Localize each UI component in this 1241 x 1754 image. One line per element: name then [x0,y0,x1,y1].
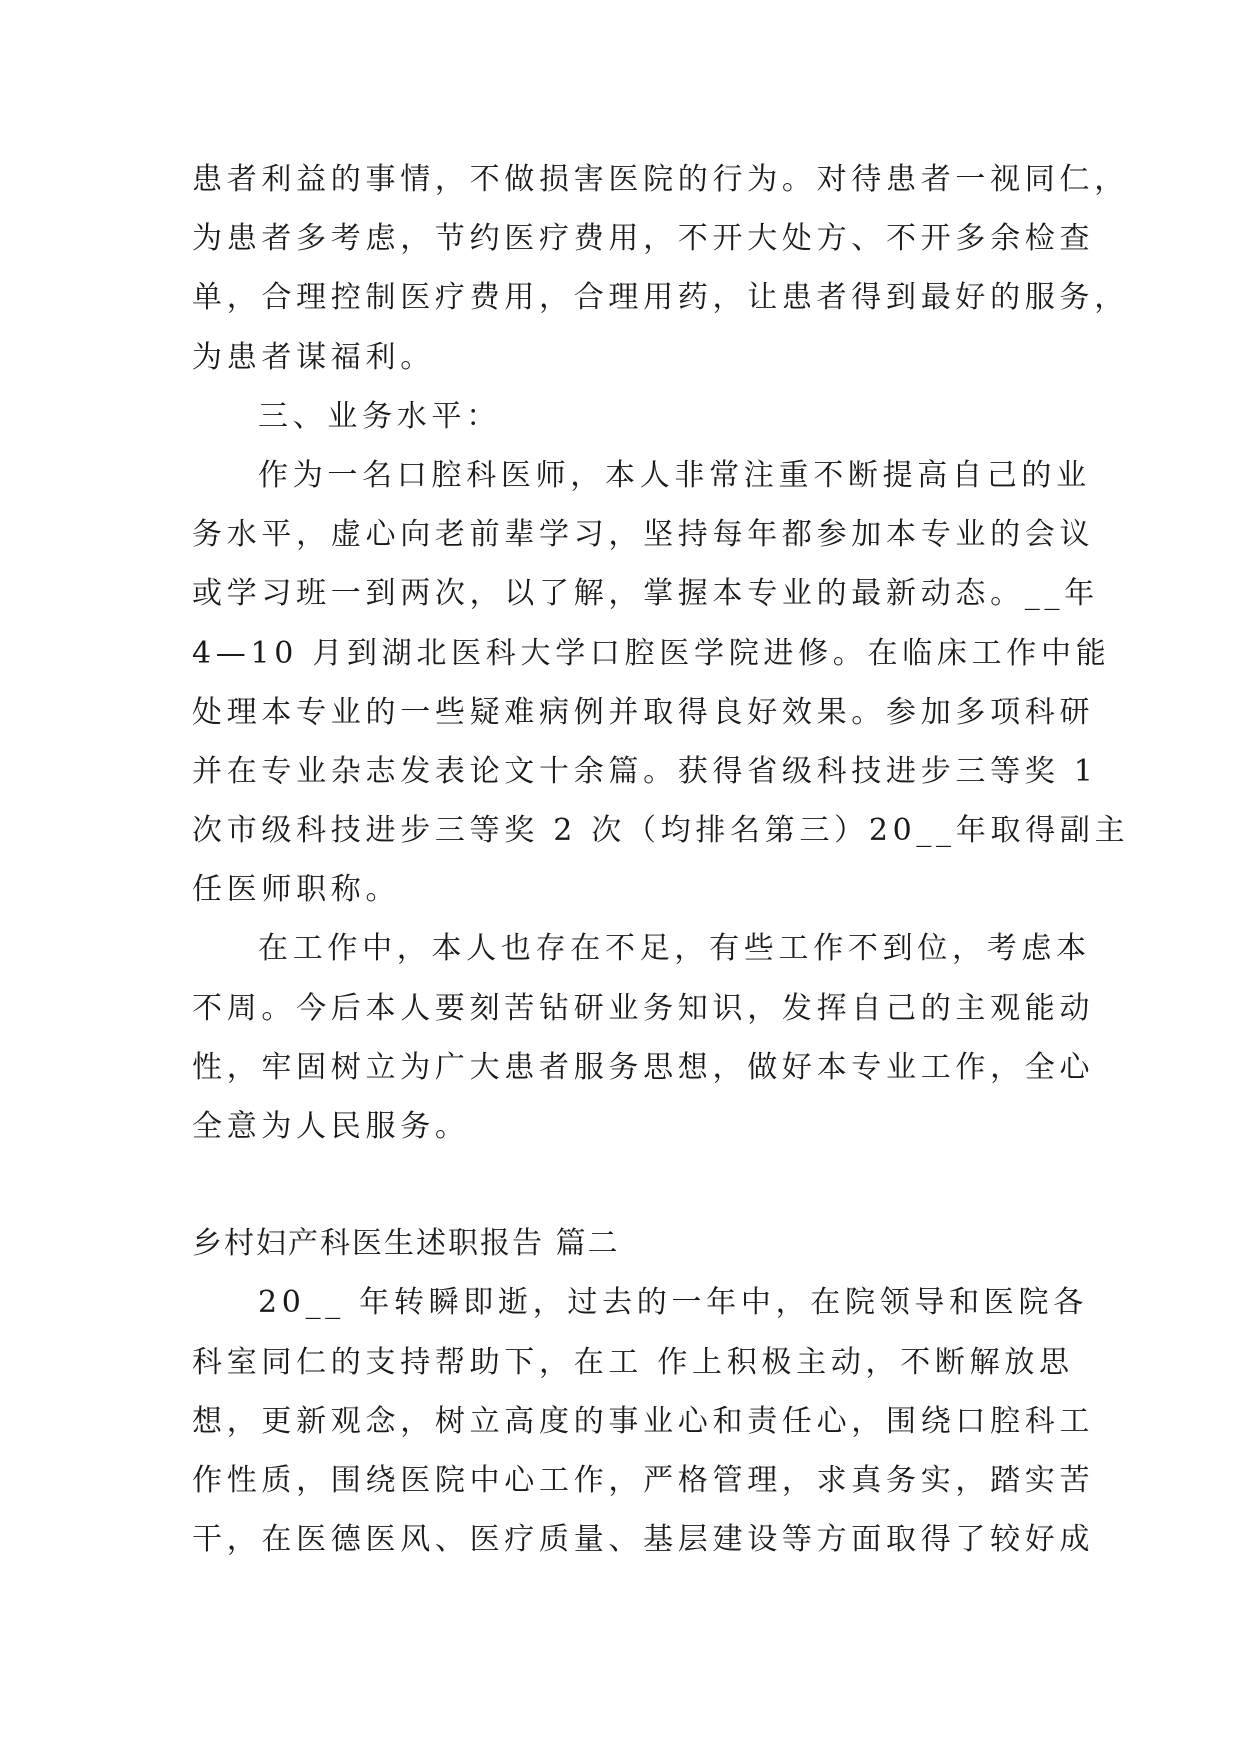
text-line: 想，更新观念，树立高度的事业心和责任心，围绕口腔科工 [192,1403,1095,1439]
text-line: 全意为人民服务。 [192,1109,470,1144]
text-line: 为患者谋福利。 [192,339,435,375]
text-line: 作为一名口腔科医师，本人非常注重不断提高自己的业 [258,457,1091,493]
text-line: 并在专业杂志发表论文十余篇。获得省级科技进步三等奖 1 [192,753,1098,789]
text-line: 务水平，虚心向老前辈学习，坚持每年都参加本专业的会议 [192,517,1095,553]
text-line: 4—10 月到湖北医科大学口腔医学院进修。在临床工作中能 [192,635,1111,671]
text-line: 为患者多考虑，节约医疗费用，不开大处方、不开多余检查 [192,221,1095,257]
text-line: 单，合理控制医疗费用，合理用药，让患者得到最好的服务， [192,280,1129,316]
text-line: 或学习班一到两次，以了解，掌握本专业的最新动态。__年 [192,576,1099,612]
article-title: 乡村妇产科医生述职报告 篇二 [192,1226,620,1262]
section-heading: 三、业务水平： [258,398,501,434]
text-line: 处理本专业的一些疑难病例并取得良好效果。参加多项科研 [192,694,1095,730]
text-line: 性，牢固树立为广大患者服务思想，做好本专业工作，全心 [192,1049,1095,1085]
text-line: 干，在医德医风、医疗质量、基层建设等方面取得了较好成 [192,1522,1095,1558]
text-line: 20__ 年转瞬即逝，过去的一年中，在院领导和医院各 [258,1285,1088,1321]
text-line: 任医师职称。 [192,872,401,908]
text-line: 次市级科技进步三等奖 2 次（均排名第三）20__年取得副主 [192,813,1130,849]
text-line: 作性质，围绕医院中心工作，严格管理，求真务实，踏实苦 [192,1462,1095,1498]
text-line: 患者利益的事情，不做损害医院的行为。对待患者一视同仁， [192,162,1129,197]
section-spacer [192,1156,1062,1214]
text-line: 在工作中，本人也存在不足，有些工作不到位，考虑本 [258,931,1091,967]
document-body [192,150,1130,1569]
text-line: 不周。今后本人要刻苦钻研业务知识，发挥自己的主观能动 [192,990,1095,1026]
text-line: 科室同仁的支持帮助下，在工 作上积极主动，不断解放思 [192,1344,1074,1380]
